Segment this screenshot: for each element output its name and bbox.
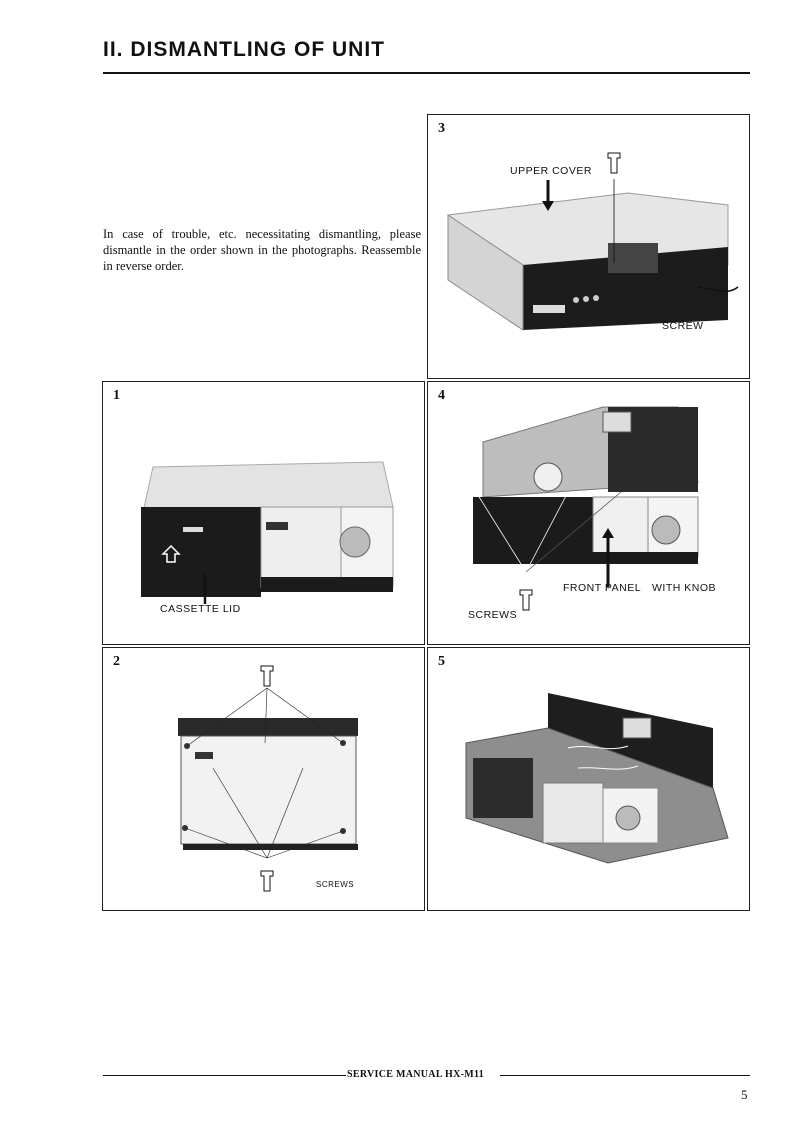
cassette-lid-photo — [103, 382, 426, 646]
upper-cover-photo — [428, 115, 751, 380]
front-panel-label: FRONT PANEL — [563, 582, 642, 594]
footer-rule-right — [500, 1075, 750, 1076]
panel-number: 1 — [113, 388, 120, 403]
panel-number: 2 — [113, 654, 120, 669]
panel-number: 3 — [438, 121, 445, 136]
screws-label: SCREWS — [316, 880, 355, 889]
footer-manual-title: SERVICE MANUAL HX-M11 — [347, 1069, 485, 1080]
internal-chassis-photo — [428, 648, 751, 912]
page-title: II. DISMANTLING OF UNIT — [103, 38, 385, 61]
upper-cover-label: UPPER COVER — [510, 165, 592, 177]
bottom-view-photo — [103, 648, 426, 912]
panel-4 — [427, 381, 750, 645]
screws-label: SCREWS — [468, 609, 518, 621]
cassette-lid-label: CASSETTE LID — [160, 603, 241, 615]
panel-number: 5 — [438, 654, 445, 669]
front-panel-photo — [428, 382, 751, 646]
panel-3 — [427, 114, 750, 379]
panel-number: 4 — [438, 388, 445, 403]
footer-rule-left — [103, 1075, 346, 1076]
panel-2 — [102, 647, 425, 911]
panel-1 — [102, 381, 425, 645]
intro-paragraph: In case of trouble, etc. necessitating dismantling, please dismantle in the order shown in the photographs. Reassemble in reverse order. — [103, 227, 421, 273]
screw-label: SCREW — [662, 320, 704, 332]
panel-5 — [427, 647, 750, 911]
page-number: 5 — [741, 1087, 748, 1102]
with-knob-label: WITH KNOB — [652, 582, 716, 594]
title-rule — [103, 72, 750, 74]
